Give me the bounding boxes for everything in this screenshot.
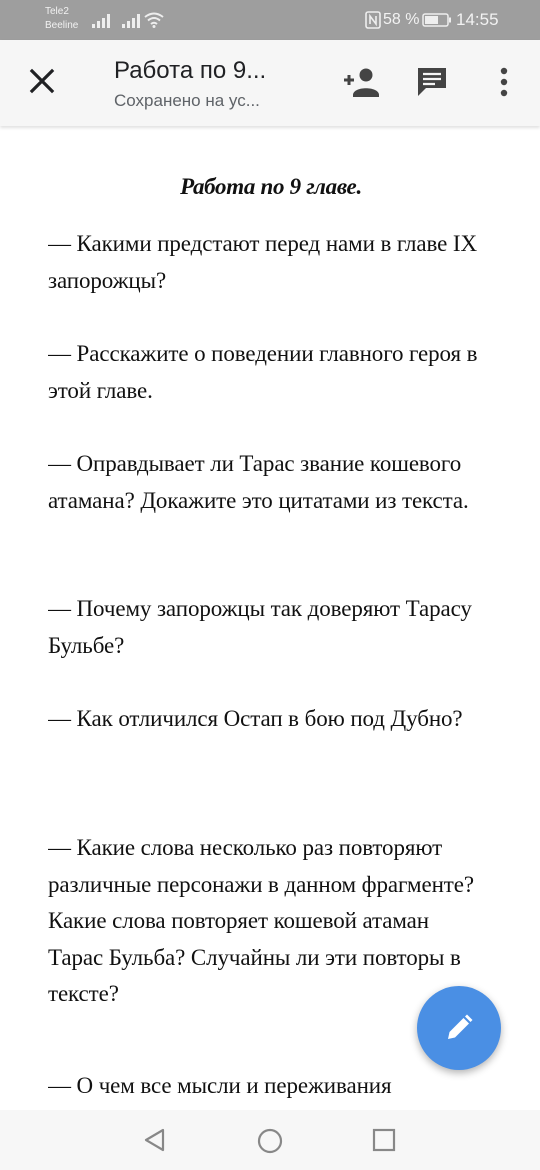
carrier-1: Tele2 <box>45 6 69 17</box>
document-title: Работа по 9... <box>114 57 267 84</box>
question-7: — О чем все мысли и переживания <box>48 1073 392 1098</box>
back-icon <box>142 1127 168 1153</box>
close-button[interactable] <box>22 61 62 101</box>
more-options-button[interactable] <box>492 64 516 100</box>
share-button[interactable] <box>340 64 380 100</box>
question-4: — Почему запорожцы так доверяют Тарасу Бульбе? <box>48 596 472 658</box>
edit-pencil-icon <box>443 1012 475 1044</box>
add-person-icon <box>340 64 380 100</box>
document-body[interactable] <box>48 126 488 1110</box>
edit-button[interactable] <box>417 986 501 1070</box>
recents-icon <box>372 1128 396 1152</box>
save-status: Сохранено на ус... <box>114 91 260 110</box>
signal-icon <box>92 14 110 28</box>
question-5: — Как отличился Остап в бою под Дубно? <box>48 706 463 731</box>
question-2: — Расскажите о поведении главного героя в этой главе. <box>48 341 478 403</box>
nfc-icon <box>365 11 381 29</box>
clock: 14:55 <box>456 10 499 29</box>
question-6: — Какие слова несколько раз повторяют различные персонажи в данном фрагменте? Какие слова повторяет кошевой атаман Тарас Бульба? Случайны ли эти повторы в тексте? <box>48 835 474 1006</box>
question-3: — Оправдывает ли Тарас звание кошевого атамана? Докажите это цитатами из текста. <box>48 451 469 513</box>
close-icon <box>22 61 62 101</box>
comment-icon <box>414 64 450 100</box>
question-1: — Какими предстают перед нами в главе IX запорожцы? <box>48 231 477 293</box>
home-button[interactable] <box>256 1127 284 1160</box>
home-icon <box>256 1127 284 1155</box>
carrier-2: Beeline <box>45 20 79 31</box>
comment-button[interactable] <box>414 64 450 100</box>
wifi-icon <box>144 12 164 28</box>
app-bar <box>0 40 540 126</box>
status-bar <box>0 0 540 40</box>
recents-button[interactable] <box>372 1128 396 1157</box>
more-vert-icon <box>492 64 516 100</box>
document-heading: Работа по 9 главе. <box>180 174 362 199</box>
battery-icon <box>422 13 452 27</box>
back-button[interactable] <box>142 1127 168 1158</box>
navigation-bar <box>0 1110 540 1170</box>
document-title-block[interactable] <box>114 56 324 114</box>
carrier-names <box>45 5 78 33</box>
signal-icon-2 <box>122 14 140 28</box>
battery-percent: 58 % <box>383 11 420 28</box>
